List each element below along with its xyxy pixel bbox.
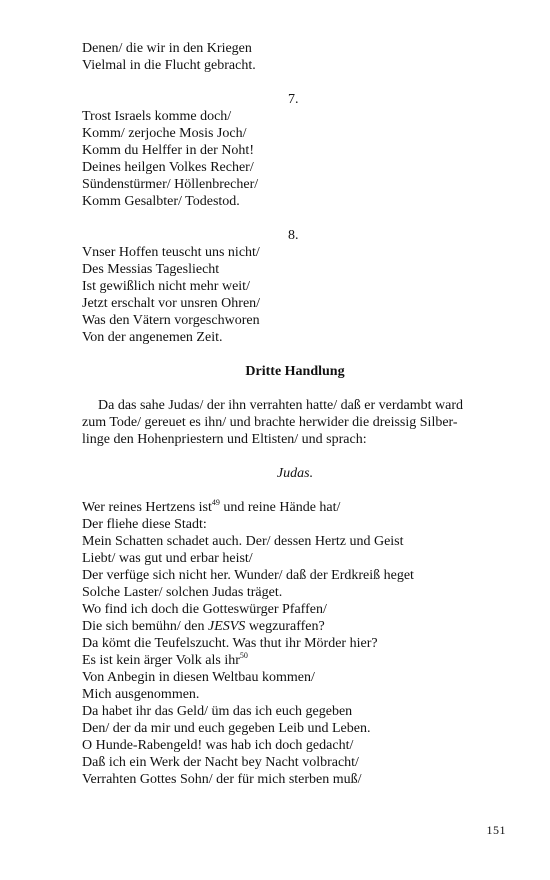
- speech: [82, 499, 512, 788]
- verse-line: Komm du Helffer in der Noht!: [82, 143, 254, 158]
- verse-text: Es ist kein ärger Volk als ihr: [82, 653, 240, 668]
- verse-line: Von Anbegin in diesen Weltbau kommen/: [82, 670, 315, 685]
- verse-line: Von der angenemen Zeit.: [82, 330, 223, 345]
- verse-line: Deines heilgen Volkes Recher/: [82, 160, 254, 175]
- verse-line: [82, 652, 512, 669]
- verse-line: Wo find ich doch die Gotteswürger Pfaffen/: [82, 602, 327, 617]
- verse-line: Mich ausgenommen.: [82, 687, 200, 702]
- verse-line: [82, 499, 512, 516]
- speaker-name: Judas.: [276, 466, 314, 481]
- prose-line: zum Tode/ gereuet es ihn/ und brachte herwider die dreissig Silber-: [82, 415, 458, 430]
- stanza-8-number-row: [82, 227, 512, 244]
- verse-line: Vnser Hoffen teuscht uns nicht/: [82, 245, 260, 260]
- verse-text: Die sich bemühn/ den: [82, 619, 208, 634]
- verse-line: Sündenstürmer/ Höllenbrecher/: [82, 177, 259, 192]
- verse-line: Der verfüge sich nicht her. Wunder/ daß der Erdkreiß heget: [82, 568, 414, 583]
- footnote-marker[interactable]: 49: [211, 498, 220, 507]
- verse-line: Den/ der da mir und euch gegeben Leib und Leben.: [82, 721, 371, 736]
- prose-line: Da das sahe Judas/ der ihn verrahten hatte/ daß er verdambt ward: [98, 398, 464, 413]
- footnote-marker[interactable]: 50: [239, 651, 248, 660]
- verse-line: Was den Vätern vorgeschworen: [82, 313, 260, 328]
- verse-line: Der fliehe diese Stadt:: [82, 517, 207, 532]
- verse-line: Daß ich ein Werk der Nacht bey Nacht volbracht/: [82, 755, 359, 770]
- stanza-7: [82, 108, 512, 210]
- verse-line: Verrahten Gottes Sohn/ der für mich sterben muß/: [82, 772, 362, 787]
- jesvs-name: JESVS: [207, 619, 246, 634]
- verse-line: Denen/ die wir in den Kriegen: [82, 41, 252, 56]
- stage-direction: [82, 397, 508, 448]
- verse-line: Ist gewißlich nicht mehr weit/: [82, 279, 250, 294]
- verse-line: Da habet ihr das Geld/ üm das ich euch gegeben: [82, 704, 353, 719]
- page-number: 151: [486, 823, 506, 837]
- verse-line: Liebt/ was gut und erbar heist/: [82, 551, 253, 566]
- verse-text: Wer reines Hertzens ist: [82, 500, 212, 515]
- verse-line: Komm/ zerjoche Mosis Joch/: [82, 126, 247, 141]
- verse-text: und reine Hände hat/: [219, 500, 341, 515]
- verse-line: Jetzt erschalt vor unsren Ohren/: [82, 296, 261, 311]
- verse-line: Solche Laster/ solchen Judas träget.: [82, 585, 283, 600]
- stanza-8: [82, 244, 512, 346]
- section-heading: Dritte Handlung: [245, 364, 345, 379]
- stanza-8-number: 8.: [288, 228, 299, 243]
- verse-line: Komm Gesalbter/ Todestod.: [82, 194, 240, 209]
- verse-line: Da kömt die Teufelszucht. Was thut ihr Mörder hier?: [82, 636, 378, 651]
- verse-text: wegzuraffen?: [245, 619, 325, 634]
- verse-line: O Hunde-Rabengeld! was hab ich doch gedacht/: [82, 738, 354, 753]
- prose-line: linge den Hohenpriestern und Eltisten/ und sprach:: [82, 432, 367, 447]
- stanza-7-number: 7.: [288, 92, 299, 107]
- verse-line: Vielmal in die Flucht gebracht.: [82, 58, 256, 73]
- verse-line: [82, 618, 512, 635]
- verse-line: Trost Israels komme doch/: [82, 109, 232, 124]
- stanza-7-number-row: [82, 91, 512, 108]
- stanza-6-tail: [82, 40, 512, 74]
- page-body: [82, 40, 512, 788]
- verse-line: Des Messias Tagesliecht: [82, 262, 220, 277]
- verse-line: Mein Schatten schadet auch. Der/ dessen Hertz und Geist: [82, 534, 404, 549]
